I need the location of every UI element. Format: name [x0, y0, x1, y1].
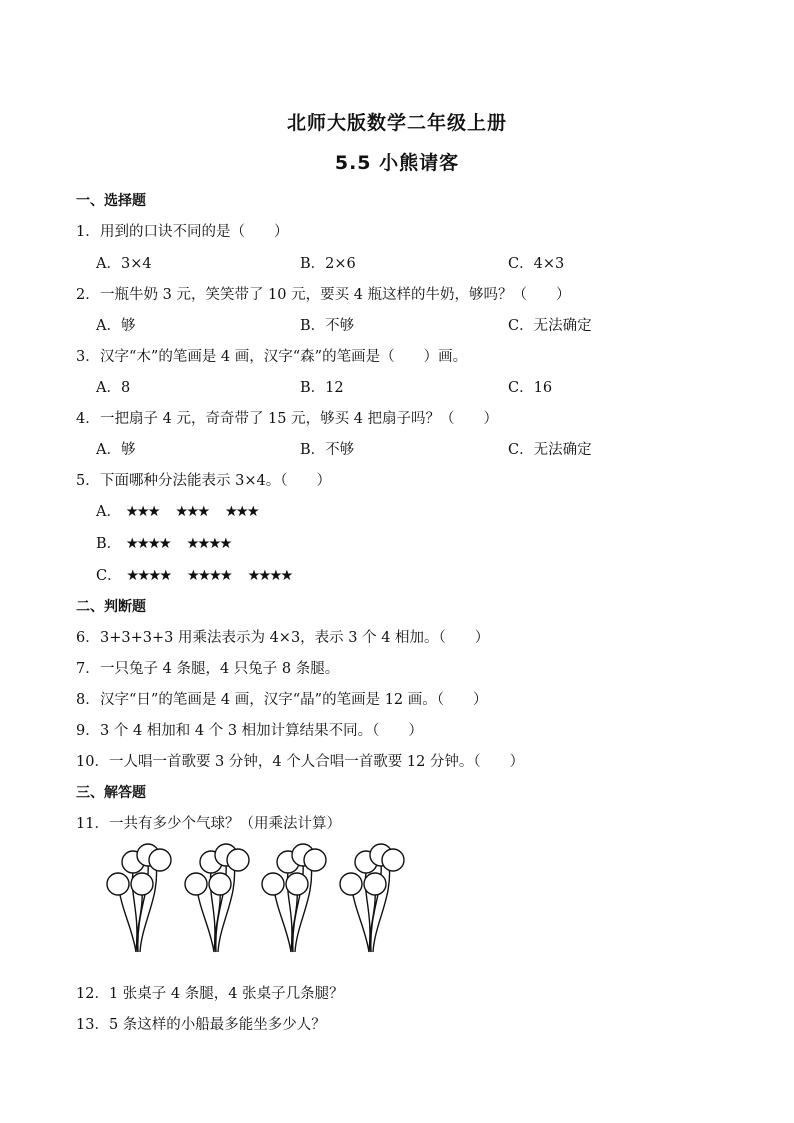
star-group-icon: ★★★ [224, 504, 258, 520]
question-number: 1． [76, 224, 100, 240]
option-a: A．够 [96, 442, 136, 458]
star-group-icon: ★★★★ [247, 568, 292, 584]
question-number: 5． [76, 473, 100, 489]
balloon-group-icon [107, 844, 171, 952]
option-c: C．16 [508, 380, 553, 396]
question-number: 11． [76, 816, 109, 832]
question-4 [76, 407, 498, 428]
page-subtitle: 5.5 小熊请客 [334, 152, 460, 174]
star-group-icon: ★★★★ [126, 568, 171, 584]
option-label: B． [96, 536, 122, 552]
question-number: 7． [76, 661, 100, 677]
star-group-icon: ★★★ [125, 504, 159, 520]
option-label: C． [96, 568, 122, 584]
page-title: 北师大版数学二年级上册 [286, 112, 507, 134]
question-5 [76, 469, 331, 490]
question-text: 一瓶牛奶 3 元，笑笑带了 10 元，要买 4 瓶这样的牛奶，够吗？（ ） [100, 287, 571, 303]
question-11 [76, 812, 341, 833]
star-group-icon: ★★★★ [125, 536, 170, 552]
question-10 [76, 750, 524, 771]
question-13 [76, 1013, 326, 1034]
star-group-icon: ★★★ [175, 504, 209, 520]
question-number: 2． [76, 287, 100, 303]
question-text: 3+3+3+3 用乘法表示为 4×3，表示 3 个 4 相加。（ ） [100, 630, 490, 646]
question-2 [76, 283, 571, 304]
section-judgement: 二、判断题 [76, 599, 146, 615]
question-number: 10． [76, 754, 109, 770]
option-c [96, 564, 291, 585]
section-choice: 一、选择题 [76, 193, 146, 209]
option-a [96, 500, 258, 521]
question-text: 一共有多少个气球？（用乘法计算） [108, 816, 341, 832]
option-b: B．12 [300, 380, 344, 396]
option-c: C．无法确定 [508, 442, 592, 458]
question-3 [76, 345, 467, 366]
question-number: 12． [76, 986, 109, 1002]
option-c: C．无法确定 [508, 318, 592, 334]
option-a: A．8 [96, 380, 131, 396]
option-a: A．够 [96, 318, 136, 334]
question-number: 9． [76, 723, 100, 739]
question-9 [76, 719, 423, 740]
question-text: 汉字“日”的笔画是 4 画，汉字“晶”的笔画是 12 画。（ ） [100, 692, 488, 708]
section-answer: 三、解答题 [76, 785, 146, 801]
option-label: A． [96, 504, 121, 520]
option-c: C．4×3 [508, 256, 565, 272]
question-number: 8． [76, 692, 100, 708]
question-text: 1 张桌子 4 条腿，4 张桌子几条腿？ [108, 986, 344, 1002]
option-b [96, 532, 230, 553]
question-text: 3 个 4 相加和 4 个 3 相加计算结果不同。（ ） [100, 723, 423, 739]
question-text: 汉字“木”的笔画是 4 画，汉字“森”的笔画是（ ）画。 [100, 349, 468, 365]
question-number: 3． [76, 349, 100, 365]
question-6 [76, 626, 489, 647]
question-number: 4． [76, 411, 100, 427]
question-text: 一只兔子 4 条腿，4 只兔子 8 条腿。 [100, 661, 340, 677]
question-7 [76, 657, 339, 678]
question-text: 一把扇子 4 元，奇奇带了 15 元，够买 4 把扇子吗？（ ） [100, 411, 499, 427]
question-text: 用到的口诀不同的是（ ） [100, 224, 289, 240]
balloon-group-icon [340, 844, 404, 952]
option-b: B．不够 [300, 442, 355, 458]
option-b: B．2×6 [300, 256, 356, 272]
star-group-icon: ★★★★ [186, 568, 231, 584]
balloons-figure [100, 842, 420, 960]
question-text: 下面哪种分法能表示 3×4。（ ） [100, 473, 331, 489]
option-a: A．3×4 [96, 256, 152, 272]
star-group-icon: ★★★★ [186, 536, 231, 552]
question-1 [76, 220, 289, 241]
question-text: 一人唱一首歌要 3 分钟，4 个人合唱一首歌要 12 分钟。（ ） [108, 754, 525, 770]
question-8 [76, 688, 488, 709]
question-text: 5 条这样的小船最多能坐多少人？ [108, 1017, 326, 1033]
option-b: B．不够 [300, 318, 355, 334]
question-number: 6． [76, 630, 100, 646]
question-number: 13． [76, 1017, 109, 1033]
balloon-group-icon [185, 844, 249, 952]
question-12 [76, 982, 344, 1003]
balloon-group-icon [262, 844, 326, 952]
